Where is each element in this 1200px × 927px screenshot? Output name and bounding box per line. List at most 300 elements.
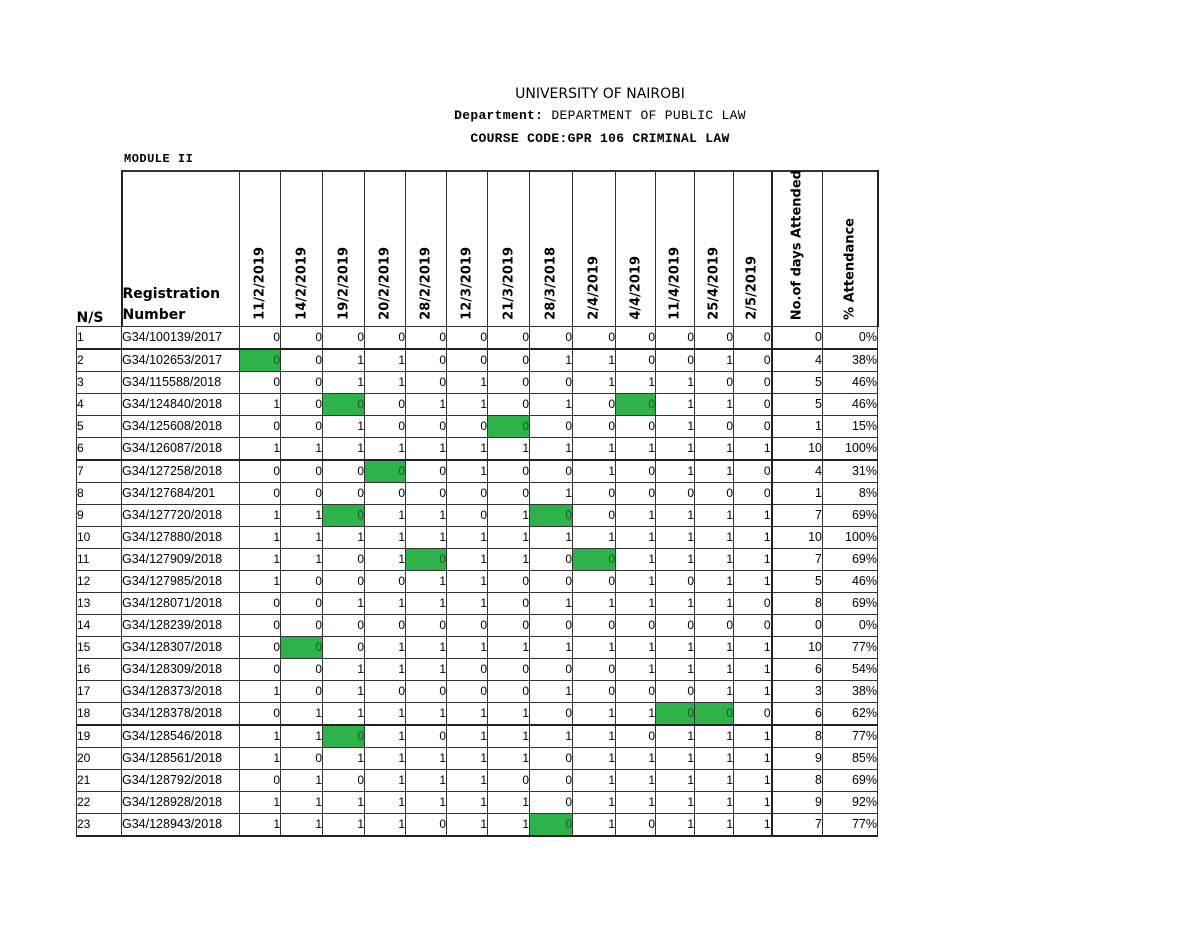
attendance-cell: 0 — [616, 460, 656, 483]
attendance-cell: 1 — [281, 703, 323, 726]
percent-attendance: 38% — [823, 349, 878, 372]
attendance-cell-highlighted: 0 — [406, 549, 447, 571]
attendance-cell: 1 — [656, 637, 695, 659]
attendance-cell: 0 — [530, 792, 573, 814]
attendance-cell: 0 — [695, 483, 734, 505]
attendance-cell: 1 — [447, 394, 488, 416]
attendance-cell: 1 — [656, 792, 695, 814]
attendance-cell: 1 — [695, 792, 734, 814]
attendance-cell: 0 — [734, 615, 772, 637]
attendance-cell: 0 — [447, 505, 488, 527]
days-attended: 8 — [772, 725, 823, 748]
attendance-cell: 1 — [530, 483, 573, 505]
attendance-cell: 0 — [240, 703, 281, 726]
attendance-cell: 1 — [530, 438, 573, 461]
percent-attendance: 46% — [823, 394, 878, 416]
attendance-cell-highlighted: 0 — [530, 505, 573, 527]
attendance-cell: 0 — [323, 637, 365, 659]
attendance-cell: 1 — [447, 571, 488, 593]
attendance-cell: 1 — [488, 725, 530, 748]
days-attended: 10 — [772, 438, 823, 461]
attendance-cell: 0 — [240, 460, 281, 483]
attendance-cell: 1 — [656, 593, 695, 615]
attendance-cell: 1 — [734, 725, 772, 748]
attendance-cell: 0 — [447, 483, 488, 505]
attendance-cell: 0 — [573, 483, 616, 505]
row-number: 7 — [77, 460, 122, 483]
attendance-cell: 1 — [573, 703, 616, 726]
attendance-cell: 1 — [695, 659, 734, 681]
attendance-cell: 0 — [530, 615, 573, 637]
attendance-cell: 1 — [734, 505, 772, 527]
attendance-cell: 1 — [695, 460, 734, 483]
attendance-cell: 0 — [488, 394, 530, 416]
header-days-attended — [772, 171, 823, 327]
header-date-label: 28/2/2019 — [418, 247, 434, 320]
attendance-cell: 1 — [447, 792, 488, 814]
attendance-cell: 1 — [734, 571, 772, 593]
attendance-cell: 1 — [365, 725, 406, 748]
table-row — [77, 571, 878, 593]
attendance-cell: 1 — [616, 659, 656, 681]
attendance-cell: 1 — [695, 770, 734, 792]
attendance-cell: 1 — [365, 549, 406, 571]
header-date-label: 4/4/2019 — [628, 256, 643, 320]
header-date-4 — [365, 171, 406, 327]
table-row — [77, 460, 878, 483]
row-number: 3 — [77, 372, 122, 394]
attendance-cell: 1 — [323, 416, 365, 438]
attendance-cell: 1 — [365, 703, 406, 726]
attendance-cell: 1 — [656, 460, 695, 483]
attendance-cell: 0 — [656, 349, 695, 372]
attendance-cell: 1 — [323, 681, 365, 703]
attendance-cell: 1 — [406, 571, 447, 593]
attendance-cell: 0 — [530, 372, 573, 394]
row-number: 15 — [77, 637, 122, 659]
attendance-cell: 0 — [281, 416, 323, 438]
attendance-cell: 0 — [573, 571, 616, 593]
days-attended: 9 — [772, 792, 823, 814]
row-number: 4 — [77, 394, 122, 416]
attendance-cell: 1 — [447, 770, 488, 792]
attendance-cell: 0 — [281, 483, 323, 505]
header-date-11 — [656, 171, 695, 327]
attendance-cell: 1 — [281, 505, 323, 527]
row-number: 18 — [77, 703, 122, 726]
attendance-cell: 1 — [488, 792, 530, 814]
attendance-cell: 0 — [616, 349, 656, 372]
table-row — [77, 349, 878, 372]
days-attended: 0 — [772, 327, 823, 350]
days-attended: 8 — [772, 593, 823, 615]
attendance-cell: 1 — [530, 349, 573, 372]
attendance-cell: 1 — [734, 792, 772, 814]
days-attended: 4 — [772, 460, 823, 483]
table-row — [77, 527, 878, 549]
days-attended: 7 — [772, 814, 823, 837]
attendance-cell: 1 — [734, 549, 772, 571]
row-number: 20 — [77, 748, 122, 770]
attendance-cell-highlighted: 0 — [530, 814, 573, 837]
attendance-cell: 0 — [406, 372, 447, 394]
attendance-cell: 0 — [406, 460, 447, 483]
registration-number: G34/127720/2018 — [122, 505, 240, 527]
table-row — [77, 814, 878, 837]
attendance-cell: 0 — [365, 416, 406, 438]
attendance-cell: 1 — [616, 770, 656, 792]
attendance-cell: 0 — [573, 615, 616, 637]
attendance-cell: 1 — [281, 792, 323, 814]
attendance-cell: 1 — [573, 593, 616, 615]
attendance-cell: 0 — [695, 327, 734, 350]
attendance-cell: 0 — [488, 372, 530, 394]
course-code-line: COURSE CODE:GPR 106 CRIMINAL LAW — [470, 131, 730, 146]
registration-number: G34/128378/2018 — [122, 703, 240, 726]
attendance-cell: 0 — [323, 549, 365, 571]
table-row — [77, 748, 878, 770]
registration-number: G34/128239/2018 — [122, 615, 240, 637]
attendance-cell: 1 — [406, 505, 447, 527]
attendance-cell: 1 — [695, 637, 734, 659]
attendance-cell: 1 — [616, 571, 656, 593]
attendance-cell: 1 — [656, 372, 695, 394]
attendance-cell: 0 — [734, 416, 772, 438]
header-days-attended-label: No.of days Attended — [789, 169, 805, 320]
attendance-cell: 1 — [488, 748, 530, 770]
attendance-cell: 0 — [530, 703, 573, 726]
attendance-cell: 0 — [530, 571, 573, 593]
attendance-cell: 1 — [616, 637, 656, 659]
percent-attendance: 46% — [823, 372, 878, 394]
row-number: 9 — [77, 505, 122, 527]
attendance-cell: 1 — [695, 394, 734, 416]
attendance-cell: 1 — [656, 659, 695, 681]
registration-number: G34/127880/2018 — [122, 527, 240, 549]
attendance-cell: 1 — [488, 527, 530, 549]
department-line — [0, 108, 1200, 123]
attendance-cell: 0 — [488, 327, 530, 350]
attendance-cell: 0 — [695, 615, 734, 637]
attendance-cell: 0 — [488, 483, 530, 505]
attendance-cell: 0 — [530, 748, 573, 770]
attendance-cell: 0 — [530, 327, 573, 350]
attendance-cell: 0 — [616, 814, 656, 837]
attendance-cell: 1 — [365, 438, 406, 461]
attendance-cell: 0 — [406, 327, 447, 350]
attendance-cell: 0 — [365, 615, 406, 637]
attendance-cell: 0 — [616, 681, 656, 703]
table-row — [77, 372, 878, 394]
attendance-cell: 1 — [365, 637, 406, 659]
row-number: 14 — [77, 615, 122, 637]
attendance-cell: 0 — [240, 372, 281, 394]
header-date-label: 14/2/2019 — [294, 247, 309, 320]
registration-number: G34/127985/2018 — [122, 571, 240, 593]
attendance-cell: 0 — [240, 659, 281, 681]
attendance-cell: 1 — [616, 748, 656, 770]
module-label: MODULE II — [124, 152, 194, 166]
attendance-cell: 0 — [695, 372, 734, 394]
attendance-cell: 0 — [530, 770, 573, 792]
registration-number: G34/102653/2017 — [122, 349, 240, 372]
attendance-cell: 0 — [447, 681, 488, 703]
attendance-cell: 0 — [365, 571, 406, 593]
attendance-cell: 1 — [406, 637, 447, 659]
attendance-cell: 1 — [447, 748, 488, 770]
attendance-cell: 0 — [488, 349, 530, 372]
registration-number: G34/128309/2018 — [122, 659, 240, 681]
attendance-cell: 1 — [656, 770, 695, 792]
attendance-cell: 1 — [240, 438, 281, 461]
attendance-cell: 0 — [447, 349, 488, 372]
attendance-cell: 1 — [656, 748, 695, 770]
attendance-cell: 0 — [281, 349, 323, 372]
attendance-cell: 1 — [240, 549, 281, 571]
attendance-cell: 1 — [734, 527, 772, 549]
attendance-cell: 0 — [447, 416, 488, 438]
attendance-cell: 0 — [281, 394, 323, 416]
attendance-cell: 1 — [530, 527, 573, 549]
attendance-cell: 0 — [573, 394, 616, 416]
percent-attendance: 54% — [823, 659, 878, 681]
row-number: 11 — [77, 549, 122, 571]
attendance-cell: 1 — [530, 593, 573, 615]
table-row — [77, 593, 878, 615]
attendance-cell: 1 — [573, 748, 616, 770]
attendance-cell: 0 — [656, 615, 695, 637]
attendance-cell: 0 — [656, 483, 695, 505]
attendance-cell: 1 — [573, 438, 616, 461]
attendance-cell-highlighted: 0 — [488, 416, 530, 438]
attendance-cell: 1 — [406, 748, 447, 770]
attendance-cell: 1 — [365, 372, 406, 394]
attendance-cell: 1 — [365, 748, 406, 770]
attendance-cell: 0 — [447, 327, 488, 350]
percent-attendance: 8% — [823, 483, 878, 505]
table-row — [77, 438, 878, 461]
percent-attendance: 100% — [823, 438, 878, 461]
attendance-cell: 0 — [406, 483, 447, 505]
percent-attendance: 100% — [823, 527, 878, 549]
registration-number: G34/128943/2018 — [122, 814, 240, 837]
attendance-cell-highlighted: 0 — [323, 505, 365, 527]
row-number: 5 — [77, 416, 122, 438]
header-row — [77, 171, 878, 327]
attendance-cell: 0 — [323, 615, 365, 637]
attendance-cell: 0 — [488, 659, 530, 681]
attendance-cell: 0 — [530, 659, 573, 681]
header-registration-line1: Registration — [122, 286, 221, 302]
attendance-cell: 0 — [488, 770, 530, 792]
attendance-cell: 0 — [323, 770, 365, 792]
registration-number: G34/100139/2017 — [122, 327, 240, 350]
attendance-cell: 1 — [734, 748, 772, 770]
attendance-cell: 1 — [281, 527, 323, 549]
attendance-cell: 0 — [240, 593, 281, 615]
percent-attendance: 15% — [823, 416, 878, 438]
header-date-label: 21/3/2019 — [501, 247, 516, 320]
attendance-cell: 0 — [734, 483, 772, 505]
attendance-cell: 1 — [323, 703, 365, 726]
attendance-cell: 0 — [240, 483, 281, 505]
percent-attendance: 38% — [823, 681, 878, 703]
attendance-cell: 1 — [281, 438, 323, 461]
attendance-cell: 1 — [447, 725, 488, 748]
attendance-cell: 0 — [240, 637, 281, 659]
row-number: 1 — [77, 327, 122, 350]
attendance-cell: 1 — [616, 593, 656, 615]
attendance-cell: 1 — [656, 527, 695, 549]
table-row — [77, 792, 878, 814]
attendance-cell: 1 — [656, 725, 695, 748]
attendance-cell: 1 — [406, 703, 447, 726]
attendance-cell: 0 — [406, 349, 447, 372]
attendance-cell: 1 — [695, 681, 734, 703]
registration-number: G34/126087/2018 — [122, 438, 240, 461]
row-number: 21 — [77, 770, 122, 792]
registration-number: G34/115588/2018 — [122, 372, 240, 394]
attendance-cell: 1 — [656, 438, 695, 461]
attendance-cell: 1 — [573, 349, 616, 372]
attendance-cell: 1 — [488, 703, 530, 726]
attendance-cell: 0 — [734, 349, 772, 372]
header-date-2 — [281, 171, 323, 327]
attendance-cell: 0 — [365, 394, 406, 416]
table-row — [77, 615, 878, 637]
attendance-cell: 1 — [616, 438, 656, 461]
attendance-cell: 0 — [573, 327, 616, 350]
attendance-cell: 1 — [573, 637, 616, 659]
attendance-cell: 0 — [323, 571, 365, 593]
attendance-cell: 1 — [240, 792, 281, 814]
attendance-cell: 1 — [365, 659, 406, 681]
attendance-cell: 1 — [240, 527, 281, 549]
days-attended: 0 — [772, 615, 823, 637]
percent-attendance: 0% — [823, 327, 878, 350]
header-registration-line2: Number — [122, 307, 186, 323]
percent-attendance: 92% — [823, 792, 878, 814]
attendance-cell: 1 — [447, 593, 488, 615]
attendance-cell: 1 — [240, 725, 281, 748]
attendance-cell: 1 — [616, 505, 656, 527]
attendance-cell-highlighted: 0 — [616, 394, 656, 416]
attendance-cell: 1 — [656, 416, 695, 438]
header-date-label: 12/3/2019 — [459, 247, 475, 320]
table-row — [77, 549, 878, 571]
attendance-cell: 1 — [488, 438, 530, 461]
attendance-cell: 1 — [616, 703, 656, 726]
table-row — [77, 770, 878, 792]
header-date-8 — [530, 171, 573, 327]
percent-attendance: 77% — [823, 637, 878, 659]
attendance-cell: 1 — [406, 394, 447, 416]
attendance-cell: 1 — [695, 505, 734, 527]
attendance-cell: 1 — [447, 438, 488, 461]
header-date-7 — [488, 171, 530, 327]
header-date-label: 11/2/2019 — [252, 247, 268, 320]
attendance-cell-highlighted: 0 — [573, 549, 616, 571]
table-row — [77, 416, 878, 438]
registration-number: G34/124840/2018 — [122, 394, 240, 416]
attendance-cell: 0 — [734, 460, 772, 483]
attendance-cell: 1 — [406, 593, 447, 615]
attendance-cell: 1 — [573, 460, 616, 483]
attendance-cell: 0 — [281, 593, 323, 615]
attendance-cell: 1 — [573, 725, 616, 748]
attendance-cell: 1 — [323, 349, 365, 372]
attendance-cell: 0 — [616, 725, 656, 748]
attendance-cell: 0 — [281, 659, 323, 681]
attendance-cell: 0 — [365, 327, 406, 350]
attendance-cell: 0 — [616, 483, 656, 505]
header-date-label: 2/5/2019 — [744, 256, 760, 320]
attendance-cell: 1 — [447, 460, 488, 483]
percent-attendance: 77% — [823, 725, 878, 748]
days-attended: 7 — [772, 549, 823, 571]
attendance-cell: 1 — [734, 637, 772, 659]
attendance-cell: 1 — [323, 659, 365, 681]
header-percent-attendance — [823, 171, 878, 327]
attendance-cell: 1 — [323, 372, 365, 394]
attendance-cell: 1 — [695, 571, 734, 593]
attendance-cell: 0 — [406, 814, 447, 837]
registration-number: G34/128546/2018 — [122, 725, 240, 748]
attendance-cell: 1 — [447, 372, 488, 394]
row-number: 8 — [77, 483, 122, 505]
attendance-cell: 1 — [323, 748, 365, 770]
attendance-cell: 0 — [734, 593, 772, 615]
attendance-cell: 0 — [530, 549, 573, 571]
percent-attendance: 85% — [823, 748, 878, 770]
percent-attendance: 77% — [823, 814, 878, 837]
attendance-cell: 1 — [365, 527, 406, 549]
days-attended: 6 — [772, 703, 823, 726]
registration-number: G34/127258/2018 — [122, 460, 240, 483]
attendance-cell: 1 — [240, 505, 281, 527]
attendance-cell: 0 — [281, 372, 323, 394]
attendance-cell: 1 — [281, 814, 323, 837]
attendance-cell: 0 — [488, 460, 530, 483]
attendance-cell-highlighted: 0 — [281, 637, 323, 659]
attendance-cell: 0 — [656, 571, 695, 593]
attendance-cell: 1 — [323, 438, 365, 461]
row-number: 10 — [77, 527, 122, 549]
attendance-cell: 1 — [323, 792, 365, 814]
attendance-cell: 1 — [281, 725, 323, 748]
attendance-cell: 0 — [734, 372, 772, 394]
attendance-cell: 1 — [734, 770, 772, 792]
attendance-cell: 1 — [365, 770, 406, 792]
attendance-cell: 1 — [695, 748, 734, 770]
attendance-cell: 1 — [734, 438, 772, 461]
header-date-10 — [616, 171, 656, 327]
row-number: 13 — [77, 593, 122, 615]
attendance-cell: 1 — [616, 792, 656, 814]
attendance-cell: 1 — [695, 814, 734, 837]
attendance-cell: 1 — [695, 725, 734, 748]
attendance-cell: 1 — [323, 814, 365, 837]
attendance-cell: 1 — [656, 505, 695, 527]
attendance-cell: 0 — [406, 416, 447, 438]
attendance-cell: 0 — [656, 327, 695, 350]
attendance-cell: 0 — [447, 659, 488, 681]
table-row — [77, 505, 878, 527]
table-body — [77, 327, 878, 837]
percent-attendance: 46% — [823, 571, 878, 593]
attendance-cell: 0 — [573, 681, 616, 703]
attendance-cell-highlighted: 0 — [323, 725, 365, 748]
